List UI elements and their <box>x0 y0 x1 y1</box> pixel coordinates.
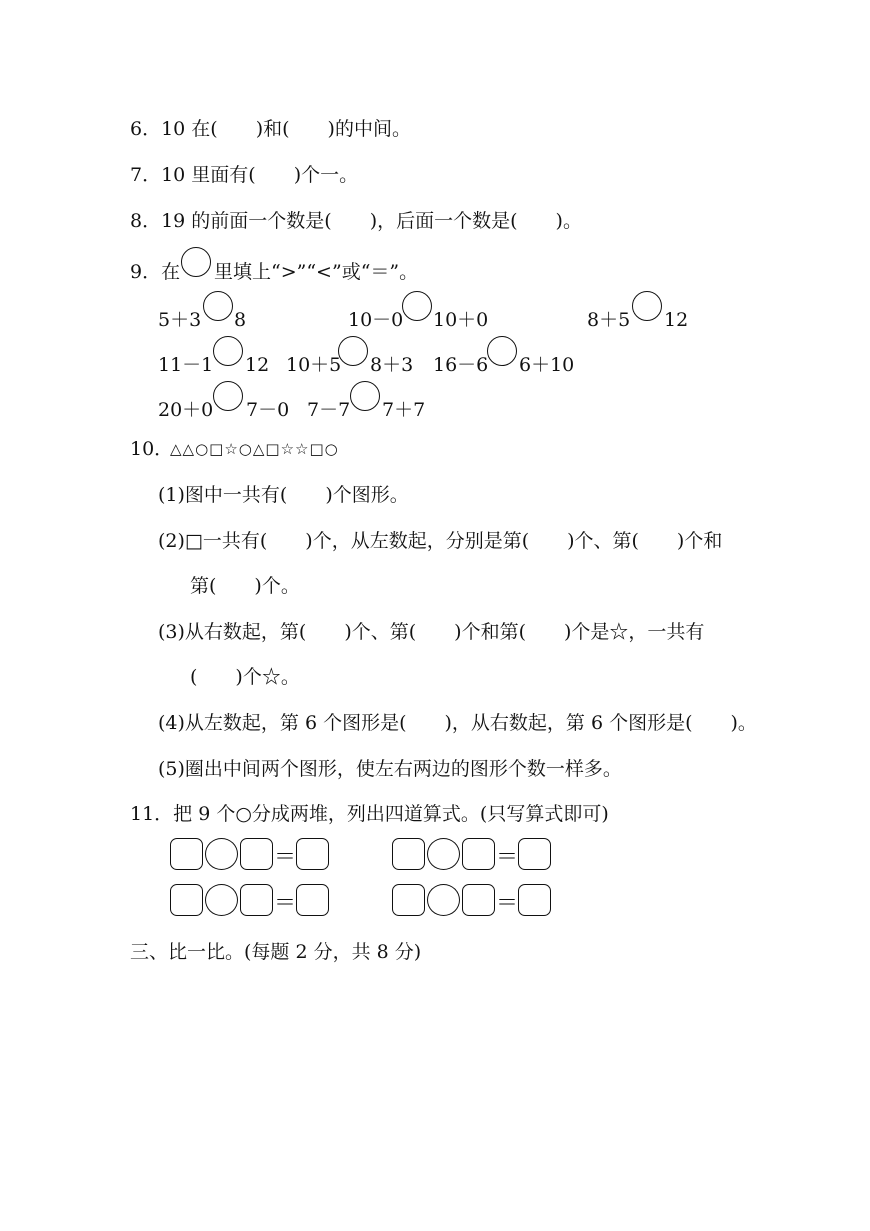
answer-box[interactable] <box>170 884 203 916</box>
q10-sub-2-line-1: (2)□一共有( )个，从左数起，分别是第( )个、第( )个和 <box>158 530 723 552</box>
operator-circle[interactable] <box>205 884 238 916</box>
equals-sign: ＝ <box>274 891 297 916</box>
compare-circle-4[interactable] <box>213 336 243 366</box>
q10-sub-3-line-1: (3)从右数起，第( )个、第( )个和第( )个是☆，一共有 <box>158 621 705 643</box>
operator-circle[interactable] <box>427 884 460 916</box>
q9-item-2-left: 10－0 <box>348 309 404 331</box>
q9-item-4-left: 11－1 <box>158 354 214 376</box>
shape-sequence: △△○□☆○△□☆☆□○ <box>170 440 339 458</box>
compare-circle-8[interactable] <box>350 381 380 411</box>
answer-box[interactable] <box>240 838 273 870</box>
q9-item-4-right: 12 <box>245 354 270 376</box>
question-11: 11．把 9 个○分成两堆，列出四道算式。(只写算式即可) <box>130 803 609 825</box>
answer-box[interactable] <box>392 838 425 870</box>
q9-item-6-left: 16－6 <box>433 354 489 376</box>
operator-circle[interactable] <box>205 838 238 870</box>
q9-item-1-right: 8 <box>234 309 247 331</box>
q9-item-8-left: 7－7 <box>307 399 351 421</box>
q9-item-7-left: 20＋0 <box>158 399 214 421</box>
q9-item-6-right: 6＋10 <box>519 354 575 376</box>
answer-box[interactable] <box>170 838 203 870</box>
answer-box[interactable] <box>392 884 425 916</box>
q9-item-1-left: 5＋3 <box>158 309 202 331</box>
question-9-suffix: 里填上“>”“<”或“＝”。 <box>214 261 419 283</box>
compare-circle-5[interactable] <box>338 336 368 366</box>
operator-circle[interactable] <box>427 838 460 870</box>
q9-item-7-right: 7－0 <box>246 399 290 421</box>
q10-sub-2-line-2: 第( )个。 <box>190 575 300 597</box>
equals-sign: ＝ <box>496 845 519 870</box>
q9-item-5-right: 8＋3 <box>370 354 414 376</box>
answer-box[interactable] <box>296 838 329 870</box>
answer-box[interactable] <box>518 884 551 916</box>
equals-sign: ＝ <box>496 891 519 916</box>
compare-circle-6[interactable] <box>487 336 517 366</box>
q10-sub-4: (4)从左数起，第 6 个图形是( )，从右数起，第 6 个图形是( )。 <box>158 712 757 734</box>
compare-circle-2[interactable] <box>402 291 432 321</box>
q9-item-8-right: 7＋7 <box>382 399 426 421</box>
question-6: 6．10 在( )和( )的中间。 <box>130 118 411 140</box>
q10-sub-1: (1)图中一共有( )个图形。 <box>158 484 409 506</box>
answer-box[interactable] <box>462 838 495 870</box>
q9-item-3-left: 8＋5 <box>587 309 631 331</box>
question-9-prefix: 9．在 <box>130 261 181 283</box>
equals-sign: ＝ <box>274 845 297 870</box>
compare-circle-7[interactable] <box>213 381 243 411</box>
q9-item-5-left: 10＋5 <box>286 354 342 376</box>
question-8: 8．19 的前面一个数是( )，后面一个数是( )。 <box>130 210 582 232</box>
q10-sub-5: (5)圈出中间两个图形，使左右两边的图形个数一样多。 <box>158 758 622 780</box>
q10-sub-3-line-2: ( )个☆。 <box>190 666 300 688</box>
answer-box[interactable] <box>462 884 495 916</box>
q9-item-2-right: 10＋0 <box>433 309 489 331</box>
section-3-heading: 三、比一比。(每题 2 分，共 8 分) <box>130 941 422 963</box>
question-10-label: 10． <box>130 438 174 460</box>
answer-box[interactable] <box>518 838 551 870</box>
compare-circle-example <box>181 247 211 277</box>
question-7: 7．10 里面有( )个一。 <box>130 164 359 186</box>
answer-box[interactable] <box>240 884 273 916</box>
q9-item-3-right: 12 <box>664 309 689 331</box>
answer-box[interactable] <box>296 884 329 916</box>
compare-circle-1[interactable] <box>203 291 233 321</box>
compare-circle-3[interactable] <box>632 291 662 321</box>
